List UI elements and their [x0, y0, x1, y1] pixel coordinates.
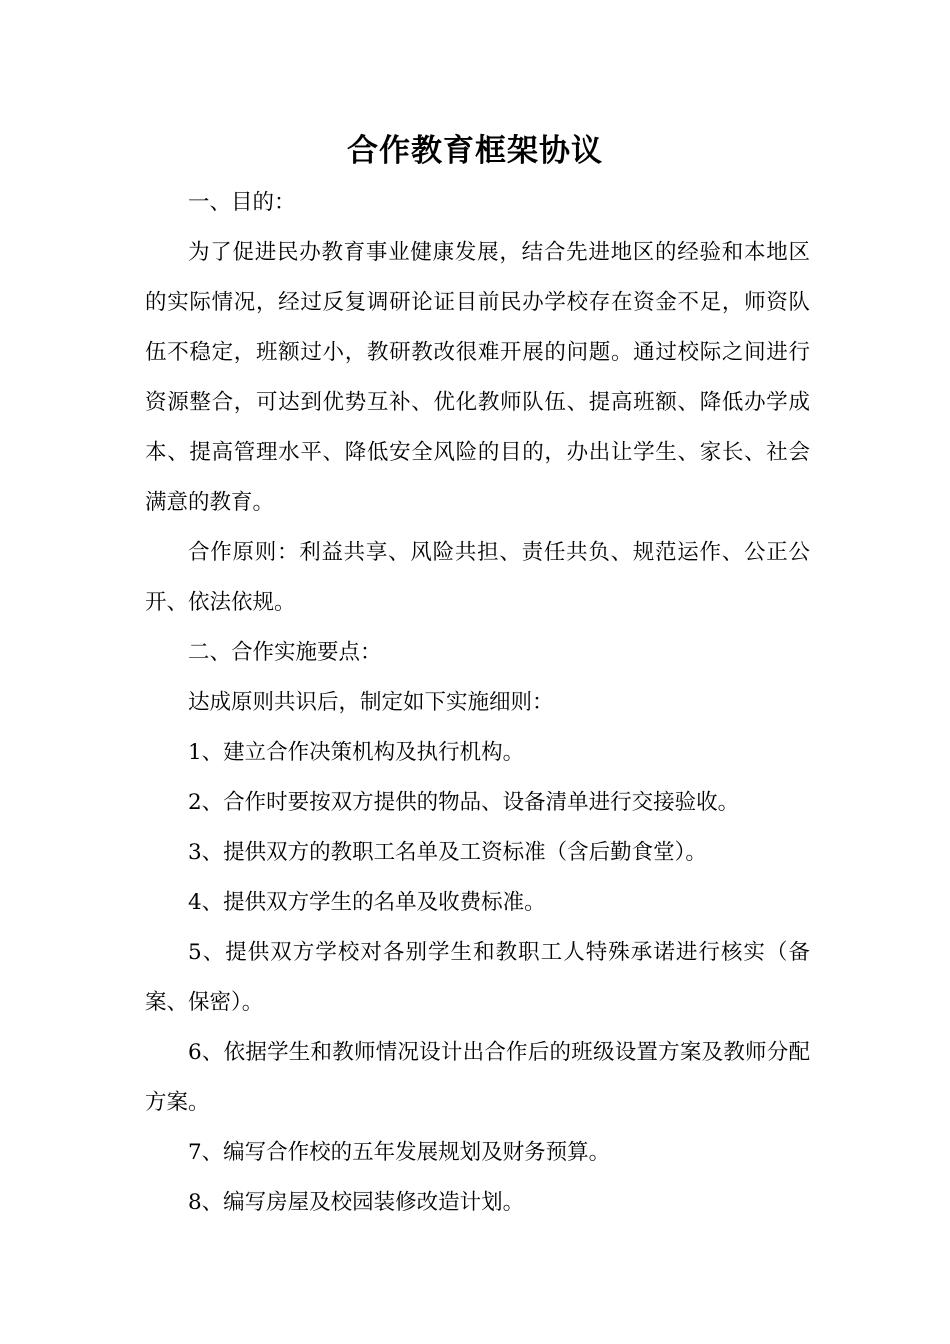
- list-item-5: 5、提供双方学校对各别学生和教职工人特殊承诺进行核实（备案、保密）。: [145, 940, 810, 1015]
- section-heading-purpose: 一、目的：: [188, 190, 296, 215]
- list-item-3: 3、提供双方的教职工名单及工资标准（含后勤食堂）。: [188, 840, 707, 865]
- document-title: 合作教育框架协议: [347, 133, 603, 169]
- list-item-7: 7、编写合作校的五年发展规划及财务预算。: [188, 1140, 611, 1165]
- paragraph-implementation-intro: 达成原则共识后，制定如下实施细则：: [188, 690, 554, 715]
- list-item-2: 2、合作时要按双方提供的物品、设备清单进行交接验收。: [188, 790, 740, 815]
- document-body: [145, 178, 810, 1228]
- paragraph-purpose-text: 为了促进民办教育事业健康发展，结合先进地区的经验和本地区的实际情况，经过反复调研论证目前民办学校存在资金不足，师资队伍不稳定，班额过小，教研教改很难开展的问题。通过校际之间进行资源整合，可达到优势互补、优化教师队伍、提高班额、降低办学成本、提高管理水平、降低安全风险的目的，办出让学生、家长、社会满意的教育。: [145, 240, 810, 515]
- list-item-1: 1、建立合作决策机构及执行机构。: [188, 740, 525, 765]
- section-heading-implementation: 二、合作实施要点：: [188, 640, 382, 665]
- list-item-4: 4、提供双方学生的名单及收费标准。: [188, 890, 546, 915]
- paragraph-principles: 合作原则：利益共享、风险共担、责任共负、规范运作、公正公开、依法依规。: [145, 540, 810, 615]
- list-item-8: 8、编写房屋及校园装修改造计划。: [188, 1190, 525, 1215]
- list-item-6: 6、依据学生和教师情况设计出合作后的班级设置方案及教师分配方案。: [145, 1040, 810, 1115]
